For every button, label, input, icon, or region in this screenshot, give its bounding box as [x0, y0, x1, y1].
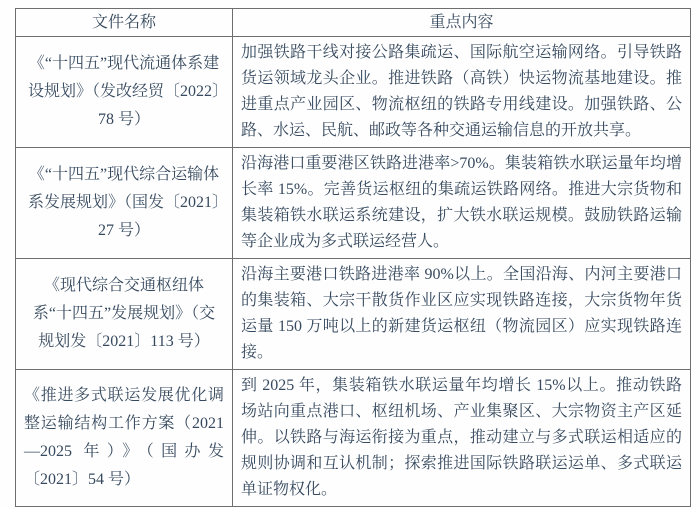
key-content-cell: 到 2025 年，集装箱铁水联运量年均增长 15%以上。推动铁路场站向重点港口、枢纽机场、产业集聚区、大宗物资主产区延伸。以铁路与海运衔接为重点，推动建立与多式联运相适应的规则协调和互认机制；探索推进国际铁路联运运单、多式联运单证物权化。 — [233, 370, 691, 507]
document-name-cell: 《推进多式联运发展优化调整运输结构工作方案（2021—2025 年）》（国办发〔2021〕54 号） — [16, 370, 233, 507]
table-row — [16, 148, 691, 259]
table-row — [16, 370, 691, 507]
table-row — [16, 259, 691, 370]
table-row — [16, 37, 691, 148]
table-header-row — [16, 9, 691, 37]
key-content-cell: 加强铁路干线对接公路集疏运、国际航空运输网络。引导铁路货运领域龙头企业。推进铁路（高铁）快运物流基地建设。推进重点产业园区、物流枢纽的铁路专用线建设。加强铁路、公路、水运、民航、邮政等各种交通运输信息的开放共享。 — [233, 37, 691, 148]
key-content-cell: 沿海主要港口铁路进港率 90%以上。全国沿海、内河主要港口的集装箱、大宗干散货作业区应实现铁路连接，大宗货物年货运量 150 万吨以上的新建货运枢纽（物流园区）应实现铁路连接。 — [233, 259, 691, 370]
document-name-cell: 《“十四五”现代流通体系建设规划》（发改经贸〔2022〕78 号） — [16, 37, 233, 148]
document-name-cell: 《现代综合交通枢纽体系“十四五”发展规划》（交规划发〔2021〕113 号） — [16, 259, 233, 370]
policy-documents-table — [15, 8, 691, 507]
document-name-cell: 《“十四五”现代综合运输体系发展规划》（国发〔2021〕27 号） — [16, 148, 233, 259]
column-header-document-name: 文件名称 — [16, 9, 233, 37]
column-header-key-content: 重点内容 — [233, 9, 691, 37]
key-content-cell: 沿海港口重要港区铁路进港率>70%。集装箱铁水联运量年均增长率 15%。完善货运枢纽的集疏运铁路网络。推进大宗货物和集装箱铁水联运系统建设，扩大铁水联运规模。鼓励铁路运输等企业成为多式联运经营人。 — [233, 148, 691, 259]
